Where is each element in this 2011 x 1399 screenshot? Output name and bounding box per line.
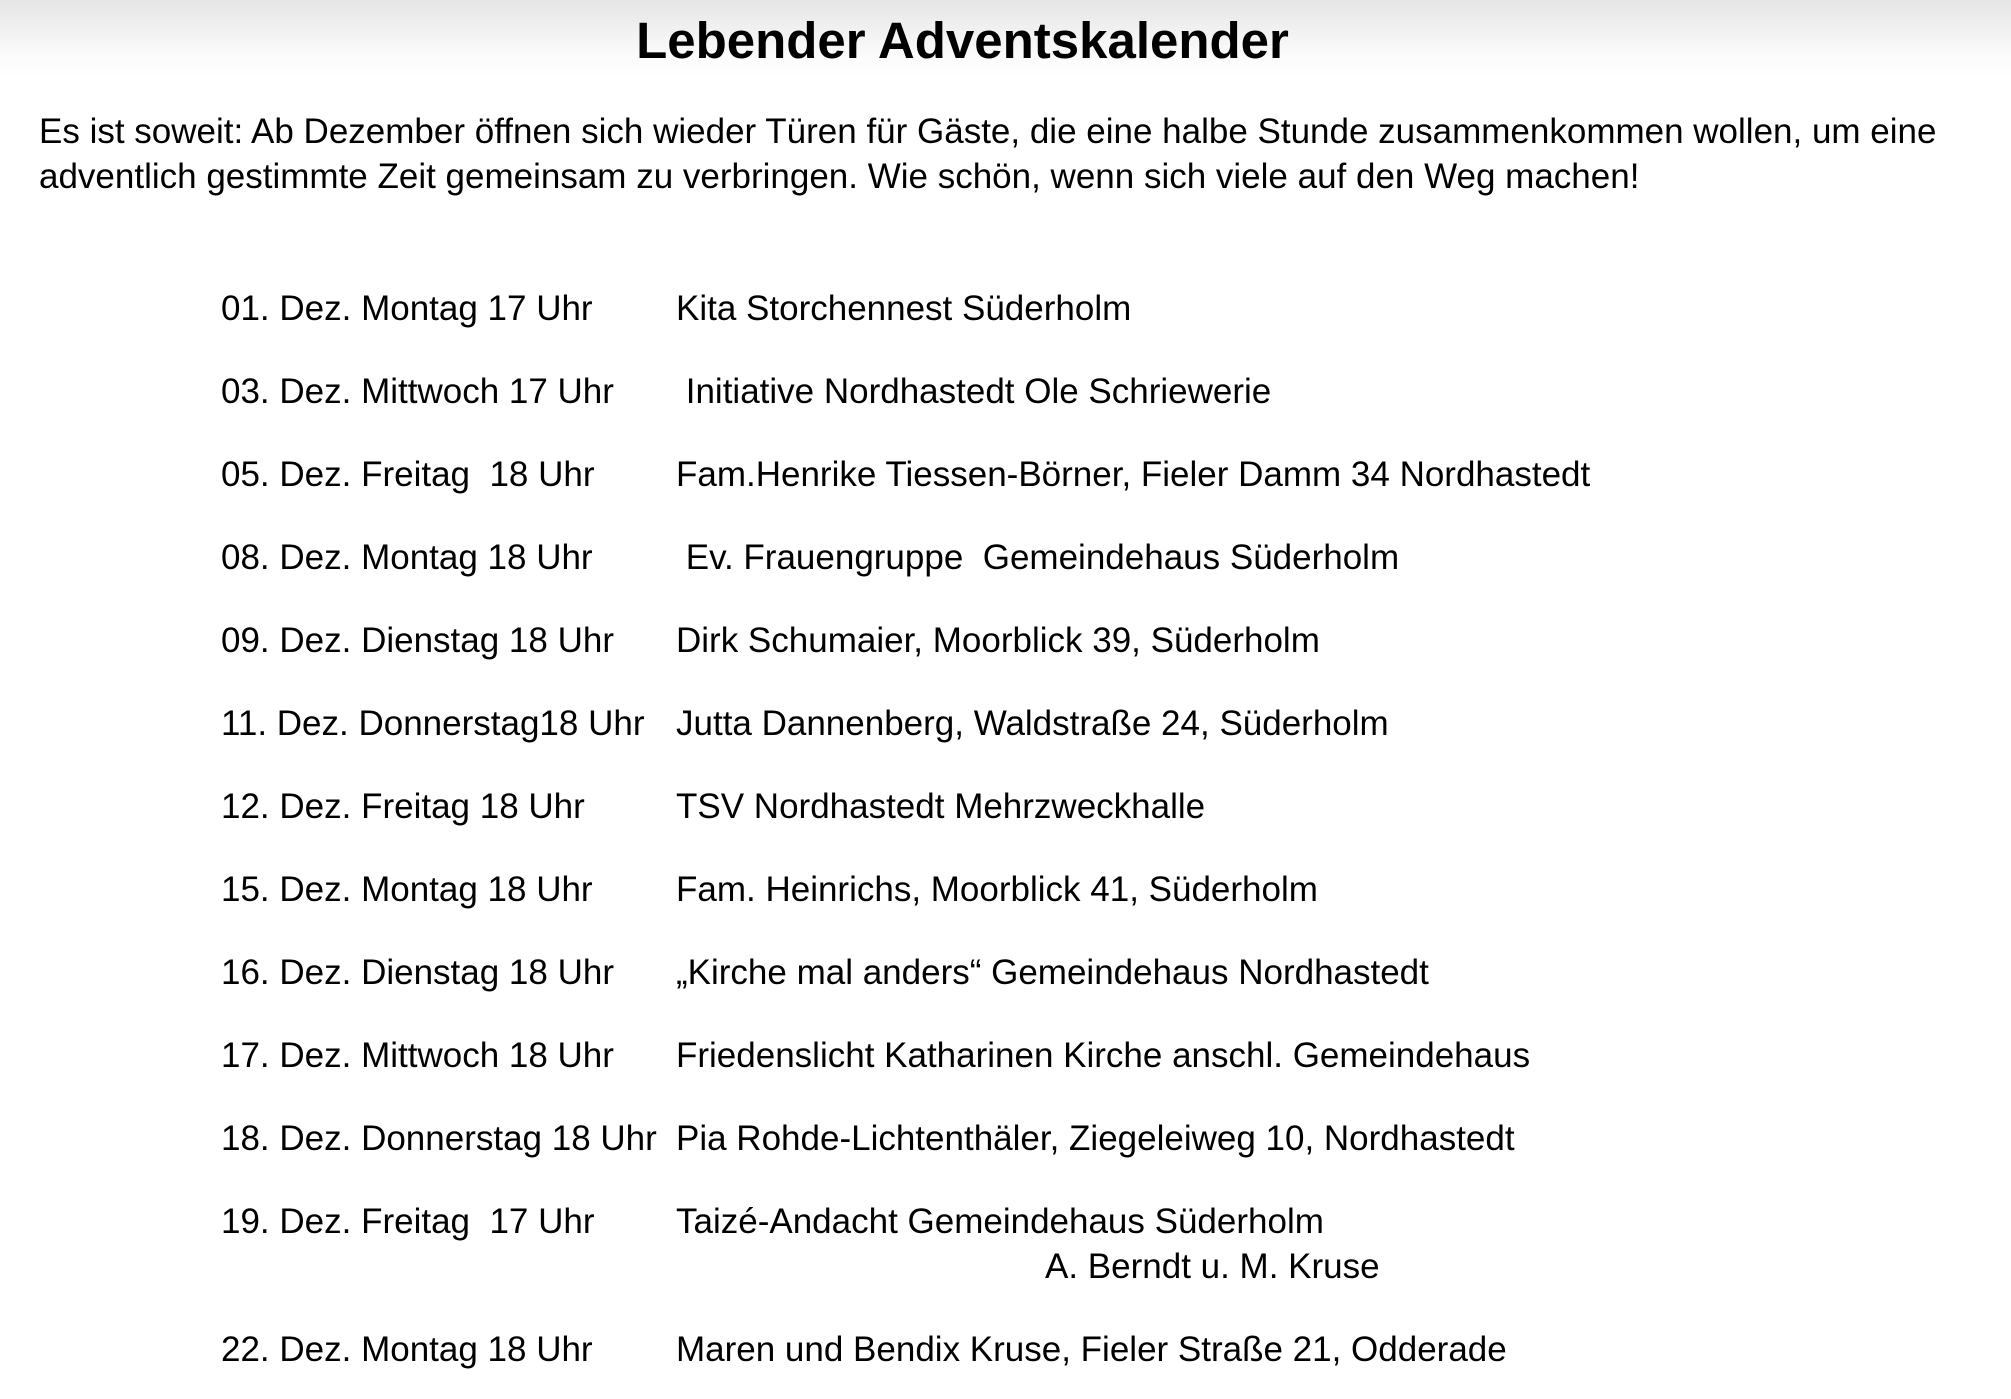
entry-datetime: 22. Dez. Montag 18 Uhr bbox=[221, 1330, 593, 1369]
schedule-row bbox=[221, 1033, 2011, 1078]
entry-datetime: 19. Dez. Freitag 17 Uhr bbox=[221, 1202, 595, 1241]
entry-datetime: 03. Dez. Mittwoch 17 Uhr bbox=[221, 372, 614, 411]
entry-location: Kita Storchennest Süderholm bbox=[676, 289, 1132, 328]
schedule-row bbox=[221, 452, 2011, 497]
schedule-row bbox=[221, 535, 2011, 580]
entry-location-group bbox=[676, 1199, 1380, 1289]
entry-datetime: 17. Dez. Mittwoch 18 Uhr bbox=[221, 1036, 614, 1075]
schedule-row bbox=[221, 1199, 2011, 1289]
schedule-row bbox=[221, 1116, 2011, 1161]
entry-location: Friedenslicht Katharinen Kirche anschl. Gemeindehaus bbox=[676, 1036, 1531, 1075]
entry-location: Fam. Heinrichs, Moorblick 41, Süderholm bbox=[676, 870, 1318, 909]
schedule-row bbox=[221, 784, 2011, 829]
entry-location: Dirk Schumaier, Moorblick 39, Süderholm bbox=[676, 621, 1320, 660]
schedule-row bbox=[221, 701, 2011, 746]
schedule-list bbox=[221, 286, 2011, 1372]
entry-location: Taizé-Andacht Gemeindehaus Süderholm bbox=[676, 1202, 1324, 1241]
entry-datetime: 12. Dez. Freitag 18 Uhr bbox=[221, 787, 585, 826]
entry-location: „Kirche mal anders“ Gemeindehaus Nordhastedt bbox=[676, 953, 1429, 992]
entry-location-hosts: A. Berndt u. M. Kruse bbox=[1045, 1247, 1380, 1286]
entry-datetime: 16. Dez. Dienstag 18 Uhr bbox=[221, 953, 614, 992]
entry-datetime: 08. Dez. Montag 18 Uhr bbox=[221, 538, 593, 577]
entry-datetime: 18. Dez. Donnerstag 18 Uhr bbox=[221, 1119, 657, 1158]
page-title: Lebender Adventskalender bbox=[636, 12, 1289, 69]
schedule-row bbox=[221, 618, 2011, 663]
schedule-row bbox=[221, 286, 2011, 331]
intro-line-2: adventlich gestimmte Zeit gemeinsam zu verbringen. Wie schön, wenn sich viele auf den Weg machen! bbox=[39, 157, 1640, 196]
entry-location: Fam.Henrike Tiessen-Börner, Fieler Damm 34 Nordhastedt bbox=[676, 455, 1591, 494]
intro-paragraph bbox=[39, 109, 2011, 199]
entry-location: Pia Rohde-Lichtenthäler, Ziegeleiweg 10, Nordhastedt bbox=[676, 1119, 1515, 1158]
schedule-row bbox=[221, 369, 2011, 414]
entry-location: Maren und Bendix Kruse, Fieler Straße 21, Odderade bbox=[676, 1330, 1507, 1369]
schedule-row bbox=[221, 867, 2011, 912]
schedule-row bbox=[221, 950, 2011, 995]
schedule-row bbox=[221, 1327, 2011, 1372]
entry-datetime: 15. Dez. Montag 18 Uhr bbox=[221, 870, 593, 909]
entry-location: Jutta Dannenberg, Waldstraße 24, Süderholm bbox=[676, 704, 1389, 743]
entry-datetime: 11. Dez. Donnerstag18 Uhr bbox=[221, 704, 645, 743]
entry-datetime: 09. Dez. Dienstag 18 Uhr bbox=[221, 621, 614, 660]
entry-location: TSV Nordhastedt Mehrzweckhalle bbox=[676, 787, 1206, 826]
entry-datetime: 05. Dez. Freitag 18 Uhr bbox=[221, 455, 595, 494]
entry-datetime: 01. Dez. Montag 17 Uhr bbox=[221, 289, 593, 328]
intro-line-1: Es ist soweit: Ab Dezember öffnen sich wieder Türen für Gäste, die eine halbe Stunde zusammenkommen wollen, um eine bbox=[39, 112, 1937, 151]
entry-location: Ev. Frauengruppe Gemeindehaus Süderholm bbox=[676, 538, 1400, 577]
entry-location: Initiative Nordhastedt Ole Schriewerie bbox=[676, 372, 1272, 411]
